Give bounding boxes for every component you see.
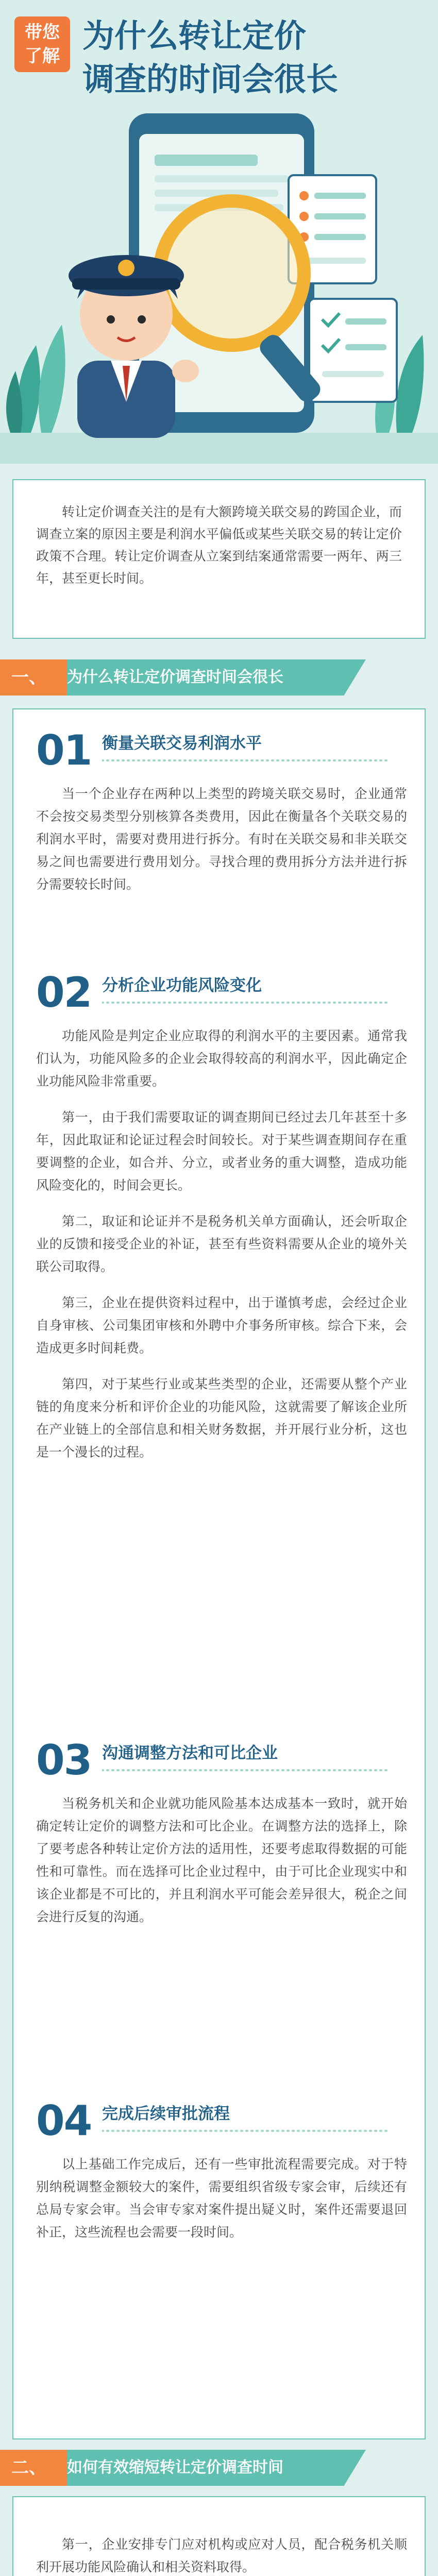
subsection-04 xyxy=(36,2097,407,2244)
subsection-title: 分析企业功能风险变化 xyxy=(102,976,262,995)
intro-card xyxy=(12,479,426,639)
paragraph: 第三，企业在提供资料过程中，出于谨慎考虑，会经过企业自身审核、公司集团审核和外聘中介事务所审核。综合下来，会造成更多时间耗费。 xyxy=(36,1295,407,1355)
subsection-title: 衡量关联交易利润水平 xyxy=(102,734,262,753)
paragraph: 当税务机关和企业就功能风险基本达成基本一致时，就开始确定转让定价的调整方法和可比企业。在调整方法的选择上，除了要考虑各种转让定价方法的适用性，还要考虑取得数据的可能性和可靠性。而在选择可比企业过程中，由于可比企业现实中和该企业都是不可比的，并且利润水平可能会差异很大，税企之间会进行反复的沟通。 xyxy=(36,1796,407,1924)
subsection-01 xyxy=(36,726,407,896)
section-header-2 xyxy=(0,2450,438,2486)
plant-left-icon xyxy=(6,325,65,433)
intro-text: 转让定价调查关注的是有大额跨境关联交易的跨国企业，而调查立案的原因主要是利润水平偏低或某些关联交易的转让定价政策不合理。转让定价调查从立案到结案通常需要一两年、两三年，甚至更长时间。 xyxy=(36,504,402,586)
section-number: 二、 xyxy=(11,2458,46,2478)
badge-line1: 带您 xyxy=(25,22,60,43)
paragraph: 以上基础工作完成后，还有一些审批流程需要完成。对于特别纳税调整金额较大的案件，需要组织省级专家会审，后续还有总局专家会审。当会审专家对案件提出疑义时，案件还需要退回补正，这些流程也会需要一段时间。 xyxy=(36,2157,407,2240)
reasons-card xyxy=(12,708,426,2439)
paragraph: 当一个企业存在两种以上类型的跨境关联交易时，企业通常不会按交易类型分别核算各类费用，因此在衡量各个关联交易的利润水平时，需要对费用进行拆分。有时在关联交易和非关联交易之间也需要进行费用划分。寻找合理的费用拆分方法并进行拆分需要较长时间。 xyxy=(36,786,407,892)
dotted-divider xyxy=(102,757,391,764)
paragraph: 第一，企业安排专门应对机构或应对人员，配合税务机关顺利开展功能风险确认和相关资料取得。 xyxy=(36,2537,407,2574)
dotted-divider xyxy=(102,999,391,1006)
title-line2: 调查的时间会很长 xyxy=(82,60,339,98)
paragraph: 第四，对于某些行业或某些类型的企业，还需要从整个产业链的角度来分析和评价企业的功能风险，这就需要了解该企业所在产业链上的全部信息和相关财务数据，并开展行业分析，这也是一个漫长的过程。 xyxy=(36,1377,407,1460)
hero-banner xyxy=(0,0,438,464)
section-title: 如何有效缩短转让定价调查时间 xyxy=(67,2459,283,2477)
subsection-number: 01 xyxy=(36,726,92,774)
title-line1: 为什么转让定价 xyxy=(82,17,307,55)
section-number: 一、 xyxy=(11,667,46,688)
solutions-card xyxy=(12,2496,426,2576)
section-title: 为什么转让定价调查时间会很长 xyxy=(67,668,283,686)
subsection-number: 02 xyxy=(36,969,92,1016)
badge-line2: 了解 xyxy=(25,46,60,66)
subsection-03 xyxy=(36,1736,407,1928)
document-icon xyxy=(309,299,397,402)
paragraph: 第二，取证和论证并不是税务机关单方面确认，还会听取企业的反馈和接受企业的补证，甚至有些资料需要从企业的境外关联公司取得。 xyxy=(36,1214,407,1274)
paragraph: 第一，由于我们需要取证的调查期间已经过去几年甚至十多年，因此取证和论证过程会时间较长。对于某些调查期间存在重要调整的企业，如合并、分立，或者业务的重大调整，造成功能风险变化的，时间会更长。 xyxy=(36,1110,407,1193)
subsection-title: 沟通调整方法和可比企业 xyxy=(102,1744,278,1762)
hero-illustration xyxy=(0,103,438,464)
dotted-divider xyxy=(102,2127,391,2134)
section-header-1 xyxy=(0,659,438,696)
dotted-divider xyxy=(102,1767,391,1774)
intro-badge xyxy=(14,16,70,72)
subsection-02 xyxy=(36,969,407,1464)
paragraph: 功能风险是判定企业应取得的利润水平的主要因素。通常我们认为，功能风险多的企业会取得较高的利润水平，因此确定企业功能风险非常重要。 xyxy=(36,1028,407,1089)
page-title xyxy=(82,14,423,101)
subsection-title: 完成后续审批流程 xyxy=(102,2105,230,2123)
subsection-number: 04 xyxy=(36,2097,92,2145)
subsection-number: 03 xyxy=(36,1736,92,1784)
